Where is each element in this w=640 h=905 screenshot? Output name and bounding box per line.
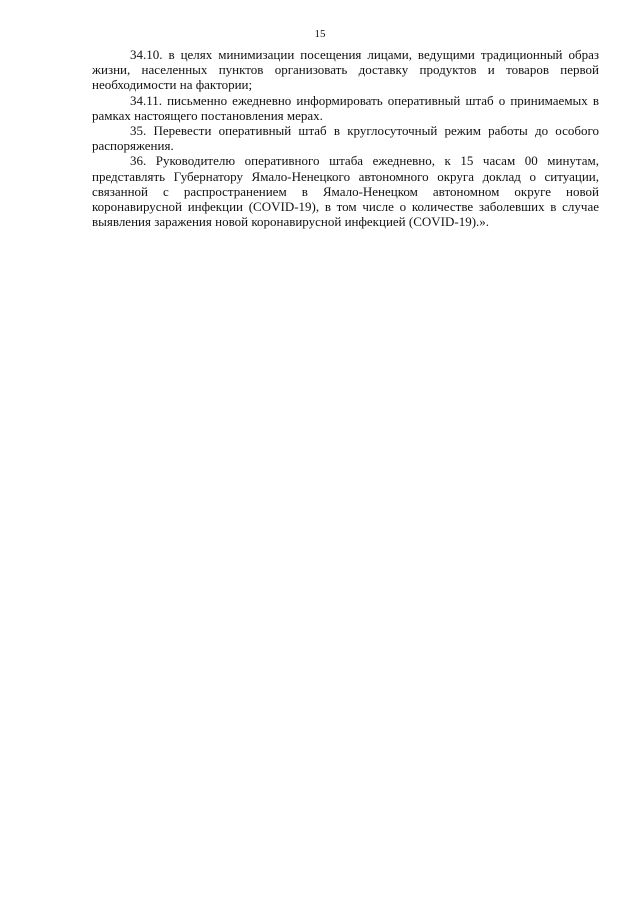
paragraph-34-11: 34.11. письменно ежедневно информировать оперативный штаб о принимаемых в рамках настоящего постановления мерах. <box>92 92 599 123</box>
paragraph-36: 36. Руководителю оперативного штаба ежедневно, к 15 часам 00 минутам, представлять Губернатору Ямало-Ненецкого автономного округа доклад о ситуации, связанной с распространением в Ямало-Ненецком автономном округе новой коронавирусной инфекции (COVID-19), в том числе о количестве заболевших в случае выявления заражения новой коронавирусной инфекцией (COVID-19).». <box>92 153 599 230</box>
page-number: 15 <box>314 28 326 40</box>
paragraph-35: 35. Перевести оперативный штаб в круглосуточный режим работы до особого распоряжения. <box>92 123 599 154</box>
paragraph-34-10: 34.10. в целях минимизации посещения лицами, ведущими традиционный образ жизни, населенных пунктов организовать доставку продуктов и товаров первой необходимости на фактории; <box>92 47 599 93</box>
document-body <box>92 47 599 229</box>
